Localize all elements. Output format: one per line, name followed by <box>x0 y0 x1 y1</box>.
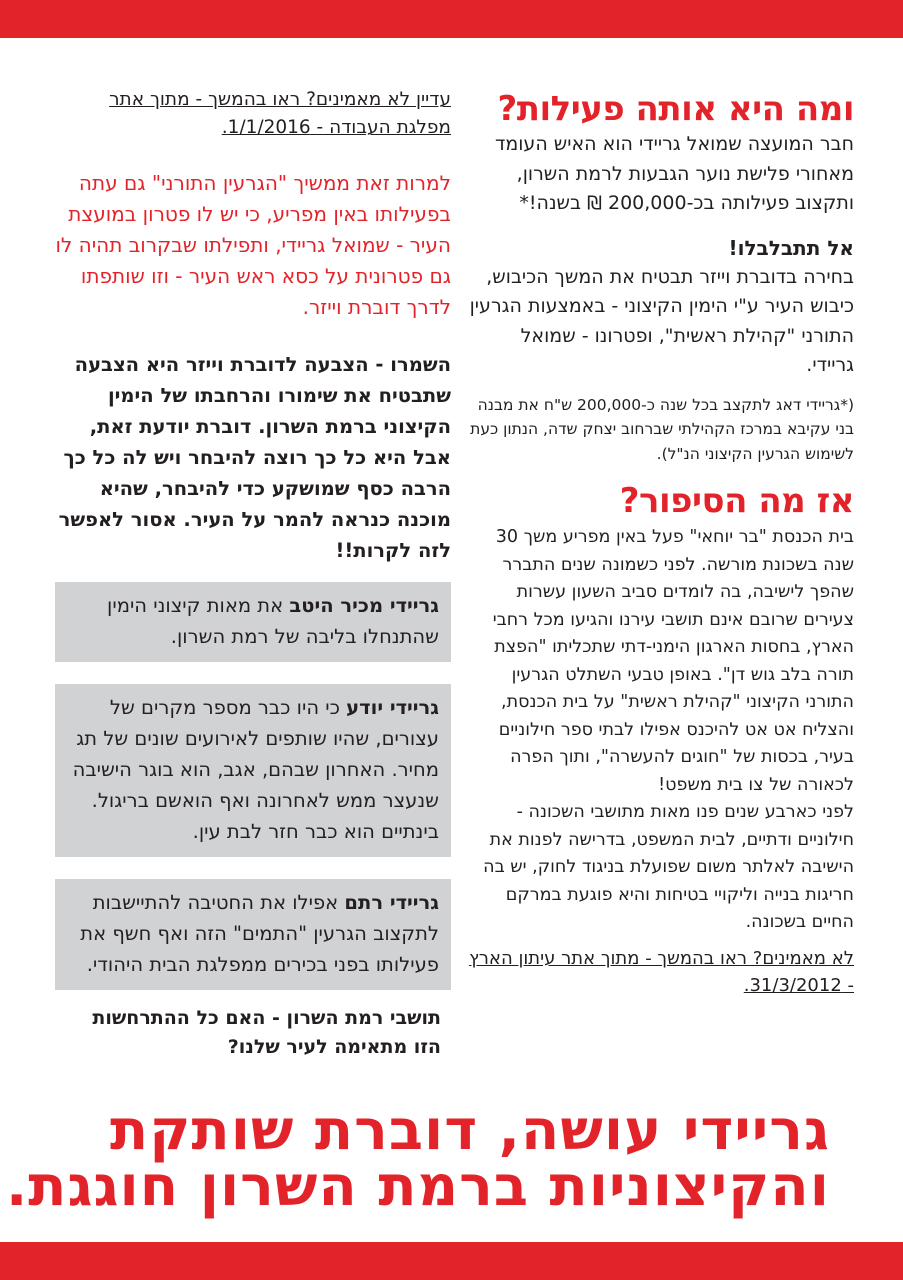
heading-what-activity: ומה היא אותה פעילות? <box>497 89 854 129</box>
footnote: (*גריידי דאג לתקצב בכל שנה כ-200,000 ש"ח את מבנה בני עקיבא במרכז הקהילתי שברחוב יצחק שדה, הנתון כעת לשימוש הגרעין הקיצוני הנ"ל). <box>470 395 854 463</box>
slogan-line-1: גריידי עושה, דוברת שותקת <box>109 1098 830 1163</box>
gray-box-knows-well <box>55 582 451 662</box>
story-paragraph-2: לפני כארבע שנים פנו מאות מתושבי השכונה - חילוניים ודתיים, לבית המשפט, בדרישה לפנות את הישיבה לאלתר משום שפועלת בניגוד לחוק, יש בה חריגות בנייה וליקויי בטיחות והיא פוגעת במרקם החיים בשכונה. <box>483 802 854 932</box>
intro-paragraph: חבר המועצה שמואל גריידי הוא האיש העומד מאחורי פלישת נוער הגבעות לרמת השרון, ותקצוב פעילותה בכ-200,000 ₪ בשנה!* <box>494 133 854 214</box>
source-link-haaretz[interactable]: לא מאמינים? ראו בהמשך - מתוך אתר עיתון הארץ - 31/3/2012. <box>469 947 854 996</box>
dont-be-confused-subhead: אל תתבלבלו! <box>728 235 854 260</box>
box1-text: את מאות קיצוני הימין שהתנחלו בליבה של רמת השרון. <box>107 594 439 648</box>
gray-box-harnessed <box>55 879 451 990</box>
box2-text: כי היו כבר מספר מקרים של עצורים, שהיו שותפים לאירועים שונים של תג מחיר. האחרון שבהם, אגב, הוא בוגר הישיבה שנעצר ממש לאחרונה ואף הואשם בריגול. בינתיים הוא כבר חזר לבת עין. <box>72 696 439 843</box>
left-column <box>55 86 451 1062</box>
box2-bold: גריידי יודע <box>346 696 439 719</box>
bottom-red-bar <box>0 1242 903 1280</box>
box3-bold: גריידי רתם <box>344 891 439 914</box>
red-paragraph: למרות זאת ממשיך "הגרעין התורני" גם עתה בפעילותו באין מפריע, כי יש לו פטרון במועצת העיר - שמואל גריידי, ותפילתו שבקרוב תהיה לו גם פטרונית על כסא ראש העיר - וזו שותפתו לדרך דוברת וייזר. <box>55 171 451 319</box>
bottom-slogan <box>5 1098 830 1219</box>
source-link-labor[interactable]: עדיין לא מאמינים? ראו בהמשך - מתוך אתר מפלגת העבודה - 1/1/2016. <box>109 89 451 138</box>
slogan-line-2: והקיצוניות ברמת השרון חוגגת. <box>5 1154 830 1219</box>
gray-box-knows <box>55 684 451 857</box>
story-paragraph-1: בית הכנסת "בר יוחאי" פעל באין מפריע משך 30 שנה בשכונת מורשה. לפני כשמונה שנים התברר שהפך לישיבה, בה לומדים סביב השעון עשרות צעירים שרובם אינם תושבי עירנו והגיעו מכל רחבי הארץ, בחסות הארגון הימני-דתי שתכליתו "הפצת תורה בלב גוש דן". באופן טבעי השתלט הגרעין התורני הקיצוני "קהילת ראשית" על בית הכנסת, והצליח אט אט להיכנס אפילו לבתי ספר חילוניים בעיר, בכסות של "חוגים להעשרה", ותוך הפרה לכאורה של צו בית משפט! <box>492 527 854 795</box>
box1-bold: גריידי מכיר היטב <box>289 594 439 617</box>
right-column <box>468 88 854 999</box>
closing-question: תושבי רמת השרון - האם כל ההתרחשות הזו מתאימה לעיר שלנו? <box>92 1007 441 1058</box>
heading-whats-the-story: אז מה הסיפור? <box>619 481 854 521</box>
confusion-paragraph: בחירה בדוברת וייזר תבטיח את המשך הכיבוש, כיבוש העיר ע"י הימין הקיצוני - באמצעות הגרעין התורני "קהילת ראשית", ופטרונו - שמואל גריידי. <box>469 265 854 376</box>
top-red-bar <box>0 0 903 38</box>
box3-text: אפילו את החטיבה להתיישבות לתקצוב הגרעין "התמים" הזה ואף חשף את פעילותו בפני בכירים ממפלגת הבית היהודי. <box>80 891 439 976</box>
warning-paragraph: השמרו - הצבעה לדוברת וייזר היא הצבעה שתבטיח את שימורו והרחבתו של הימין הקיצוני ברמת השרון. דוברת יודעת זאת, אבל היא כל כך רוצה להיבחר ויש לה כל כך הרבה כסף שמושקע כדי להיבחר, שהיא מוכנה כנראה להמר על העיר. אסור לאפשר לזה לקרות!! <box>58 353 451 562</box>
